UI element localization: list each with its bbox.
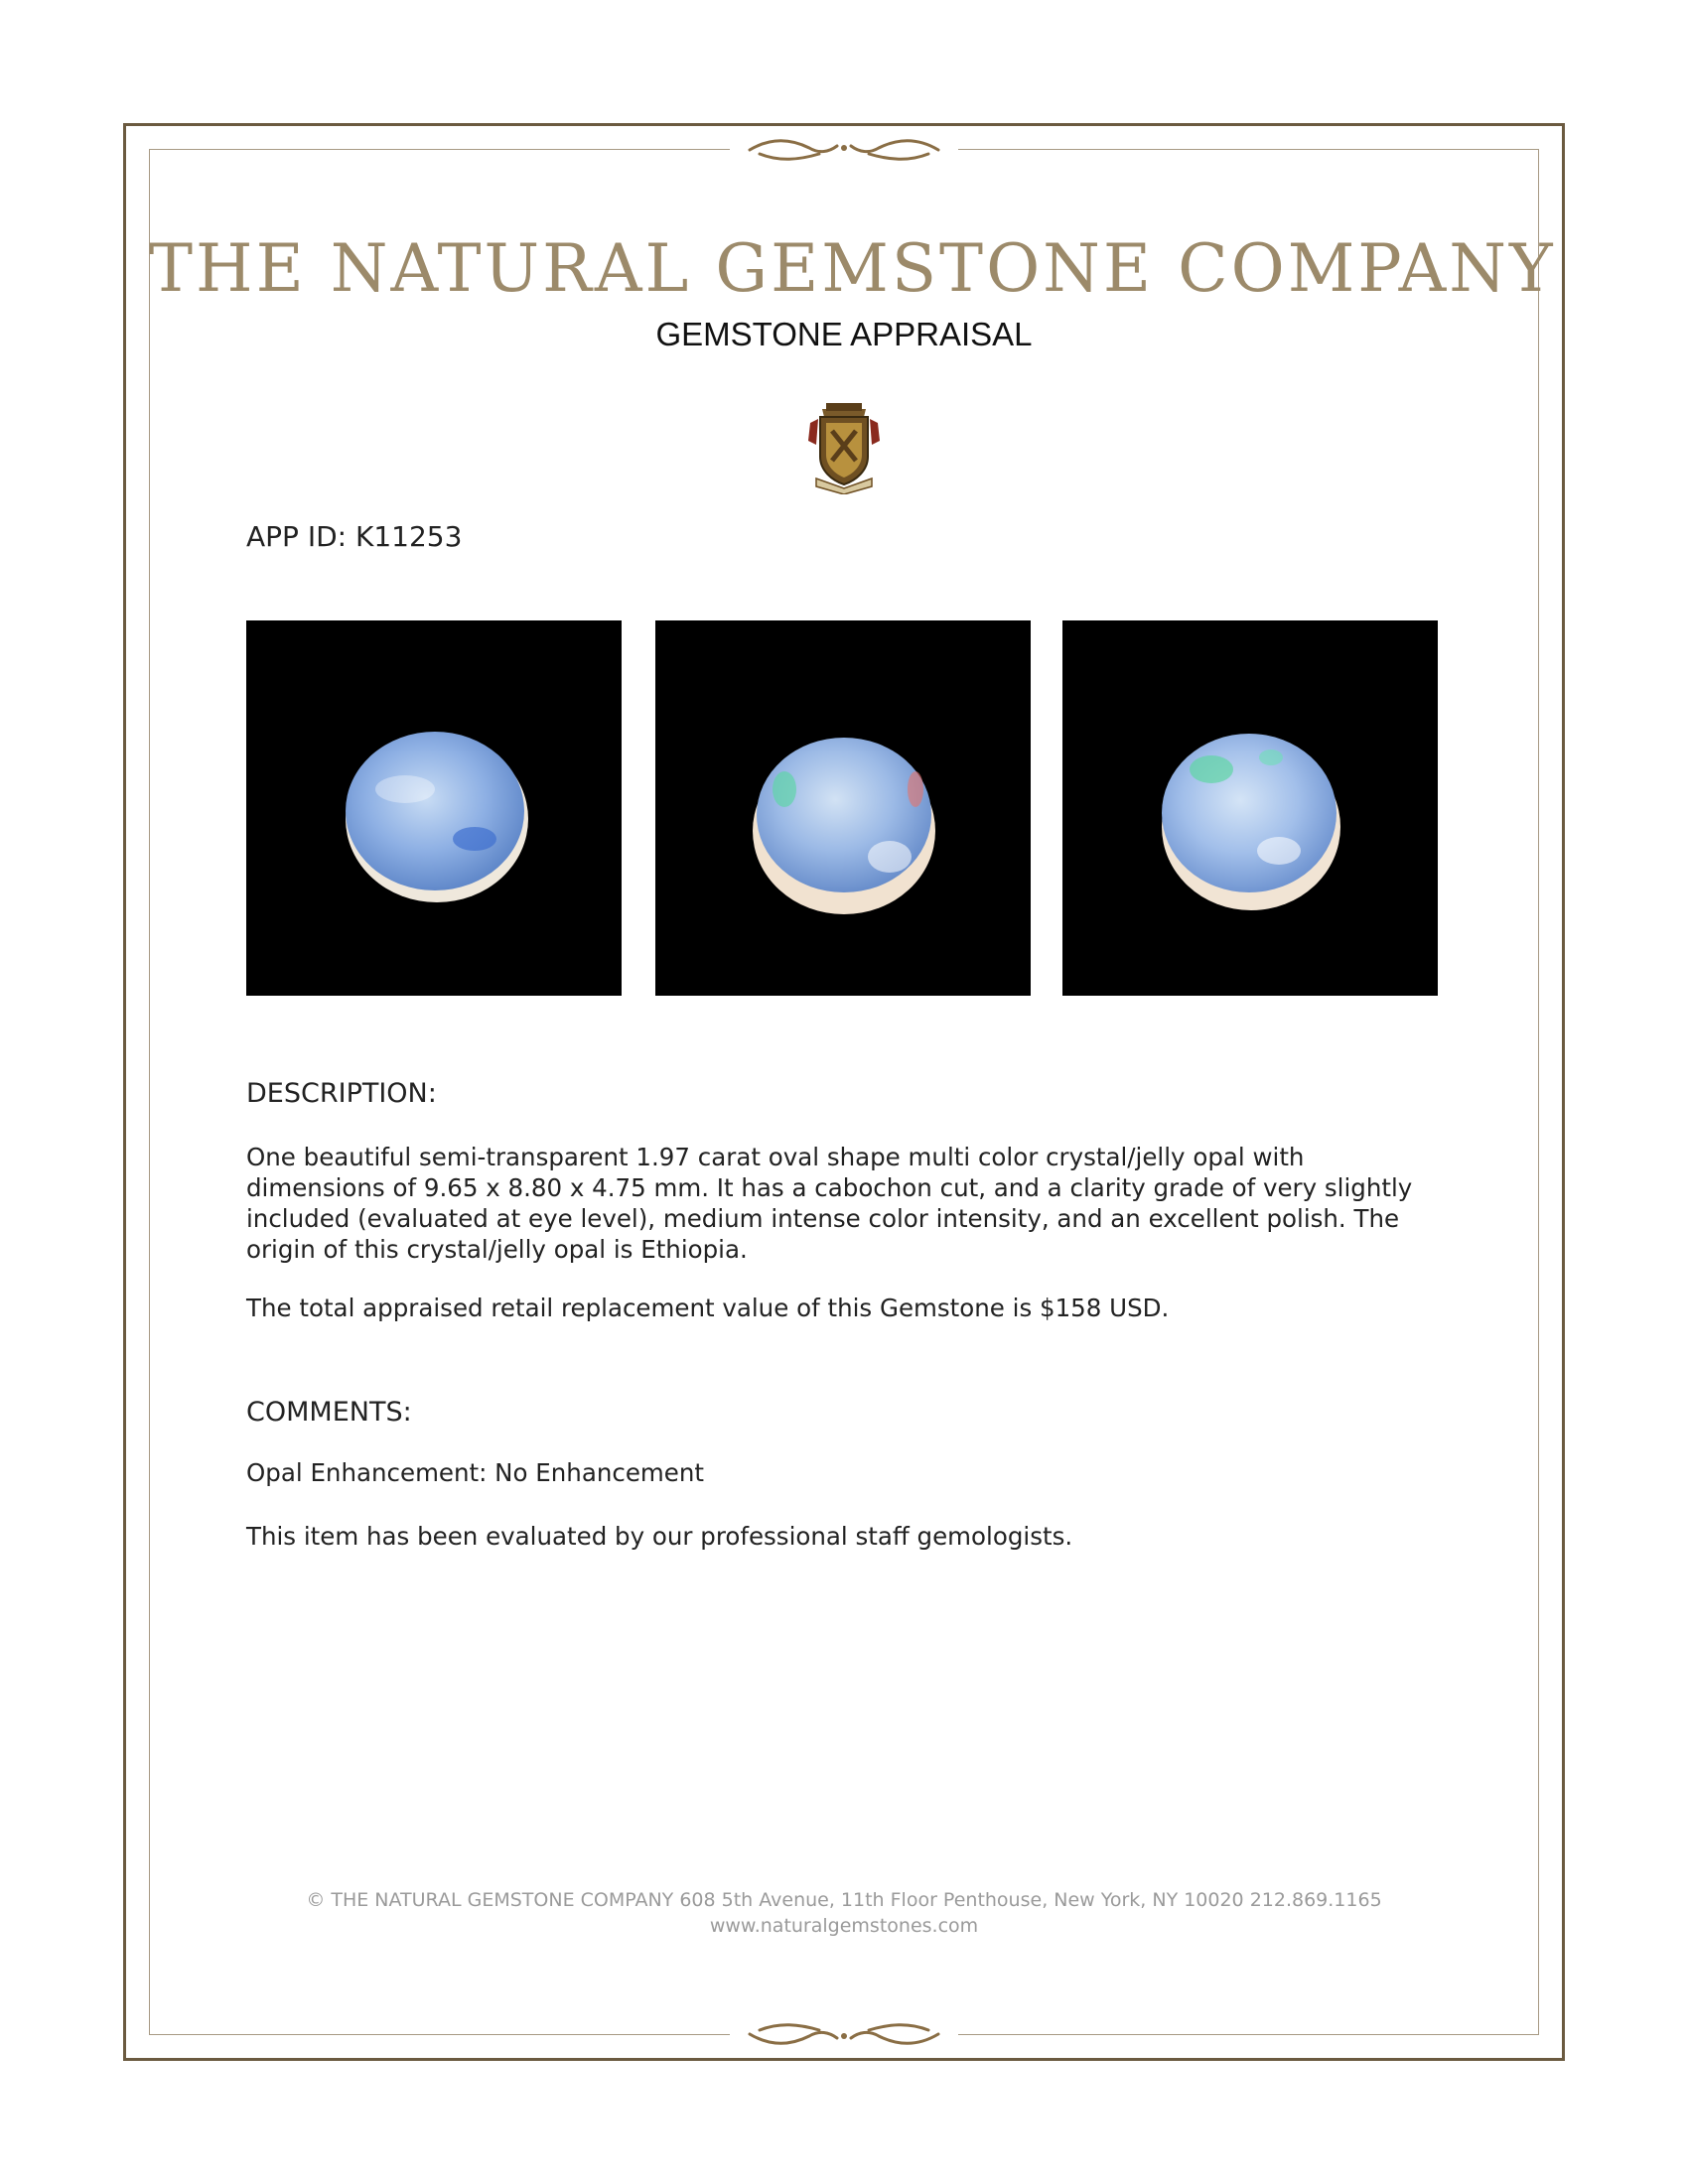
- footer-website[interactable]: www.naturalgemstones.com: [709, 1915, 979, 1937]
- document-title: GEMSTONE APPRAISAL: [655, 316, 1033, 352]
- enhancement-comment: Opal Enhancement: No Enhancement: [246, 1458, 704, 1487]
- company-name: THE NATURAL GEMSTONE COMPANY: [149, 230, 1556, 307]
- crest-logo-icon: [802, 401, 886, 494]
- opal-photo-2: [655, 620, 1031, 996]
- opal-photo-1: [246, 620, 622, 996]
- appraised-value: The total appraised retail replacement value of this Gemstone is $158 USD.: [246, 1294, 1170, 1322]
- footer-address: © THE NATURAL GEMSTONE COMPANY 608 5th Avenue, 11th Floor Penthouse, New York, NY 10020 212.869.1165: [306, 1889, 1382, 1911]
- bottom-ornament: [730, 2018, 958, 2052]
- description-body: One beautiful semi-transparent 1.97 carat oval shape multi color crystal/jelly opal with dimensions of 9.65 x 8.80 x 4.75 mm. It has a cabochon cut, and a clarity grade of very slightly included (evaluated at eye level), medium intense color intensity, and an excellent polish. The origin of this crystal/jelly opal is Ethiopia.: [246, 1143, 1413, 1264]
- description-heading: DESCRIPTION:: [246, 1078, 437, 1109]
- opal-photo-3: [1062, 620, 1438, 996]
- evaluation-comment: This item has been evaluated by our professional staff gemologists.: [246, 1522, 1073, 1551]
- app-id: [246, 520, 462, 553]
- app-id-label: APP ID:: [246, 520, 348, 553]
- app-id-value: K11253: [354, 520, 463, 553]
- top-ornament: [730, 132, 958, 166]
- comments-heading: COMMENTS:: [246, 1397, 412, 1428]
